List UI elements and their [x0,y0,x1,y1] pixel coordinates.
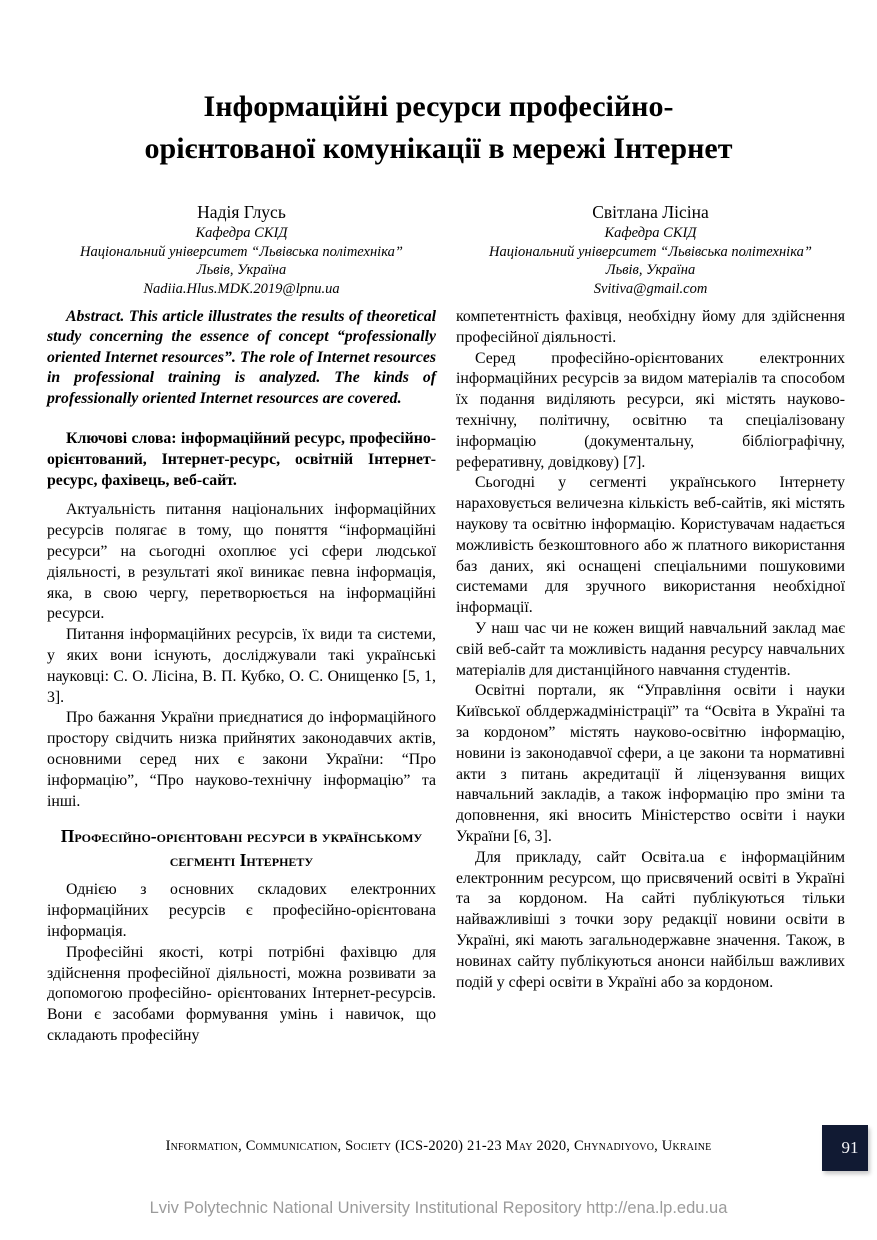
two-column-body [0,170,877,1047]
page-title-line2: орієнтованої комунікації в мережі Інтернет [144,132,733,165]
author-email: Nadiia.Hlus.MDK.2019@lpnu.ua [143,280,340,297]
section-heading: Професійно-орієнтовані ресурси в українському сегменті Інтернету [60,826,423,871]
page-number-badge [822,1125,868,1171]
page-title [0,0,877,170]
footer-conference-line: Information, Communication, Society (ICS-2020) 21-23 May 2020, Chynadiyovo, Ukraine [165,1138,712,1154]
body-paragraph: компетентність фахівця, необхідну йому для здійснення професійної діяльності. [456,308,845,346]
body-paragraph: Професійні якості, котрі потрібні фахівцю для здійснення професійної діяльності, можна розвивати за допомогою професійно- орієнтованих Інтернет-ресурсів. Вони є засобами формування умінь і навичок, що складають професійну [47,943,436,1044]
body-paragraph: Питання інформаційних ресурсів, їх види та системи, у яких вони існують, досліджували такі українські науковці: С. О. Лісіна, В. П. Кубко, О. С. Онищенко [5, 1, 3]. [47,626,436,706]
body-paragraph: Однією з основних складових електронних інформаційних ресурсів є професійно-орієнтована інформація. [47,881,436,940]
author-location: Львів, Україна [605,262,696,278]
author-name: Світлана Лісіна [592,202,709,222]
author-university: Національний університет “Львівська політехніка” [489,243,812,260]
author-block-left [47,200,436,298]
body-paragraph: Сьогодні у сегменті українського Інтернету нараховується величезна кількість веб-сайтів, які містять наукову та освітню інформацію. Користувачам надається можливість безкоштовного або ж платного використання баз даних, які оснащені спеціальними пошуковими системами для зручного використання необхідної інформації. [456,474,845,617]
right-column [456,200,845,1047]
author-location: Львів, Україна [196,262,287,278]
body-paragraph: Для прикладу, сайт Освіта.ua є інформаційним електронним ресурсом, що присвячений освіті в Україні та за кордоном. На сайті публікуються тільки найважливіші з точки зору редакції новини освіти в Україні, які мають загальнодержавне значення. Також, в новинах сайту публікуються анонси найбільш важливих подій у сфері освіти в Україні або за кордоном. [456,848,845,991]
body-paragraph: Освітні портали, як “Управління освіти і науки Київської облдержадміністрації” та “Освіта в Україні та за кордоном” містять науково-освітню інформацію, новини із законодавчої сфери, а це закони та нормативні акти з питань акредитації й ліцензування вищих навчальний закладів, а також інформацію про зміни та доповнення, які вносить Міністерство освіти і науки України [6, 3]. [456,682,845,845]
keywords-paragraph: Ключові слова: інформаційний ресурс, професійно-орієнтований, Інтернет-ресурс, освітній Інтернет-ресурс, фахівець, веб-сайт. [47,430,436,489]
abstract-paragraph: Abstract. This article illustrates the results of theoretical study concerning the essence of concept “professionally oriented Internet resources”. The role of Internet resources in professional training is analyzed. The kinds of professionally oriented Internet resources are covered. [47,308,436,407]
author-block-right [456,200,845,298]
repository-line: Lviv Polytechnic National University Institutional Repository http://ena.lp.edu.ua [149,1199,728,1217]
page-title-line1: Інформаційні ресурси професійно- [203,90,674,123]
left-column [47,200,436,1047]
body-paragraph: Серед професійно-орієнтованих електронних інформаційних ресурсів за видом матеріалів та способом їх подання виділяють ресурси, які містять науково-технічну, політичну, освітню та спеціалізовану інформацію (документальну, бібліографічну, реферативну, довідкову) [7]. [456,349,845,471]
author-name: Надія Глусь [197,202,286,222]
body-paragraph: У наш час чи не кожен вищий навчальний заклад має свій веб-сайт та можливість надання ресурсу навчальних матеріалів для дистанційного навчання студентів. [456,619,845,679]
author-email: Svitiva@gmail.com [593,280,708,297]
author-university: Національний університет “Львівська політехніка” [80,243,403,260]
author-department: Кафедра СКІД [195,225,288,241]
body-paragraph: Про бажання України приєднатися до інформаційного простору свідчить низка прийнятих законодавчих актів, основними серед них є закони України: “Про інформацію”, “Про науково-технічну інформацію” та інші. [47,709,436,810]
body-paragraph: Актуальність питання національних інформаційних ресурсів полягає в тому, що поняття “інформаційні ресурси” на сьогодні охоплює усі сфери людської діяльності, в результаті якої виникає певна інформація, яка, в свою чергу, перетворюється на інформаційні ресурси. [47,501,436,623]
page-number: 91 [841,1138,859,1157]
author-department: Кафедра СКІД [604,225,697,241]
